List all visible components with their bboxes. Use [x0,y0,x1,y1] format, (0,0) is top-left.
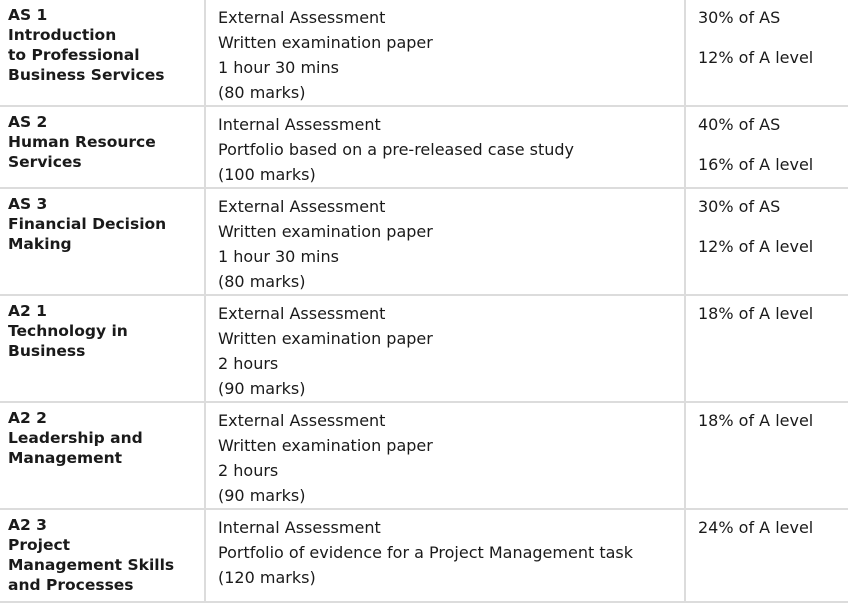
unit-code: AS 3 [8,195,48,213]
weighting-as: 40% of AS [698,115,781,134]
unit-cell [0,509,205,602]
assessment-type: External Assessment [218,411,386,430]
unit-title-line: to Professional [8,46,140,64]
unit-code: A2 1 [8,302,47,320]
assessment-detail-cell [205,0,685,106]
weighting-cell [685,0,848,106]
weighting-cell [685,188,848,295]
assessment-marks: (90 marks) [218,379,306,398]
unit-cell [0,188,205,295]
unit-title-line: Human Resource [8,133,156,151]
assessment-type: Internal Assessment [218,115,381,134]
unit-cell [0,0,205,106]
assessment-format: Written examination paper [218,329,433,348]
table-row [0,188,848,295]
table-row [0,402,848,509]
assessment-format: Portfolio of evidence for a Project Management task [218,543,634,562]
assessment-marks: (80 marks) [218,83,306,102]
unit-code: A2 3 [8,516,47,534]
weighting-a-level: 12% of A level [698,48,814,67]
unit-code: AS 1 [8,6,48,24]
assessment-marks: (80 marks) [218,272,306,291]
unit-title-line: Project [8,536,71,554]
assessment-duration: 1 hour 30 mins [218,247,339,266]
unit-cell [0,295,205,402]
unit-title-line: Management Skills [8,556,175,574]
unit-title-line: Business Services [8,66,165,84]
table-row [0,106,848,188]
assessment-type: Internal Assessment [218,518,381,537]
weighting-a-level: 18% of A level [698,304,814,323]
assessment-detail-cell [205,402,685,509]
assessment-format: Portfolio based on a pre-released case study [218,140,575,159]
assessment-format: Written examination paper [218,436,433,455]
weighting-a-level: 18% of A level [698,411,814,430]
assessment-detail-cell [205,188,685,295]
weighting-a-level: 24% of A level [698,518,814,537]
weighting-cell [685,402,848,509]
table-row [0,509,848,602]
unit-code: AS 2 [8,113,48,131]
assessment-type: External Assessment [218,8,386,27]
weighting-a-level: 16% of A level [698,155,814,174]
unit-title-line: Introduction [8,26,117,44]
assessment-type: External Assessment [218,304,386,323]
unit-title-line: and Processes [8,576,134,594]
unit-cell [0,402,205,509]
unit-title-line: Management [8,449,123,467]
assessment-detail-cell [205,106,685,188]
unit-cell [0,106,205,188]
assessment-marks: (100 marks) [218,165,316,184]
weighting-cell [685,509,848,602]
assessment-type: External Assessment [218,197,386,216]
weighting-cell [685,106,848,188]
assessment-format: Written examination paper [218,222,433,241]
assessment-marks: (90 marks) [218,486,306,505]
assessment-format: Written examination paper [218,33,433,52]
weighting-a-level: 12% of A level [698,237,814,256]
weighting-as: 30% of AS [698,197,781,216]
weighting-cell [685,295,848,402]
assessment-duration: 2 hours [218,461,279,480]
unit-title-line: Business [8,342,86,360]
assessment-marks: (120 marks) [218,568,316,587]
assessment-detail-cell [205,295,685,402]
unit-title-line: Technology in [8,322,128,340]
unit-title-line: Making [8,235,72,253]
unit-code: A2 2 [8,409,47,427]
unit-title-line: Financial Decision [8,215,167,233]
weighting-as: 30% of AS [698,8,781,27]
assessment-duration: 2 hours [218,354,279,373]
unit-title-line: Leadership and [8,429,143,447]
assessment-duration: 1 hour 30 mins [218,58,339,77]
table-row [0,0,848,106]
table-row [0,295,848,402]
unit-title-line: Services [8,153,82,171]
assessment-detail-cell [205,509,685,602]
